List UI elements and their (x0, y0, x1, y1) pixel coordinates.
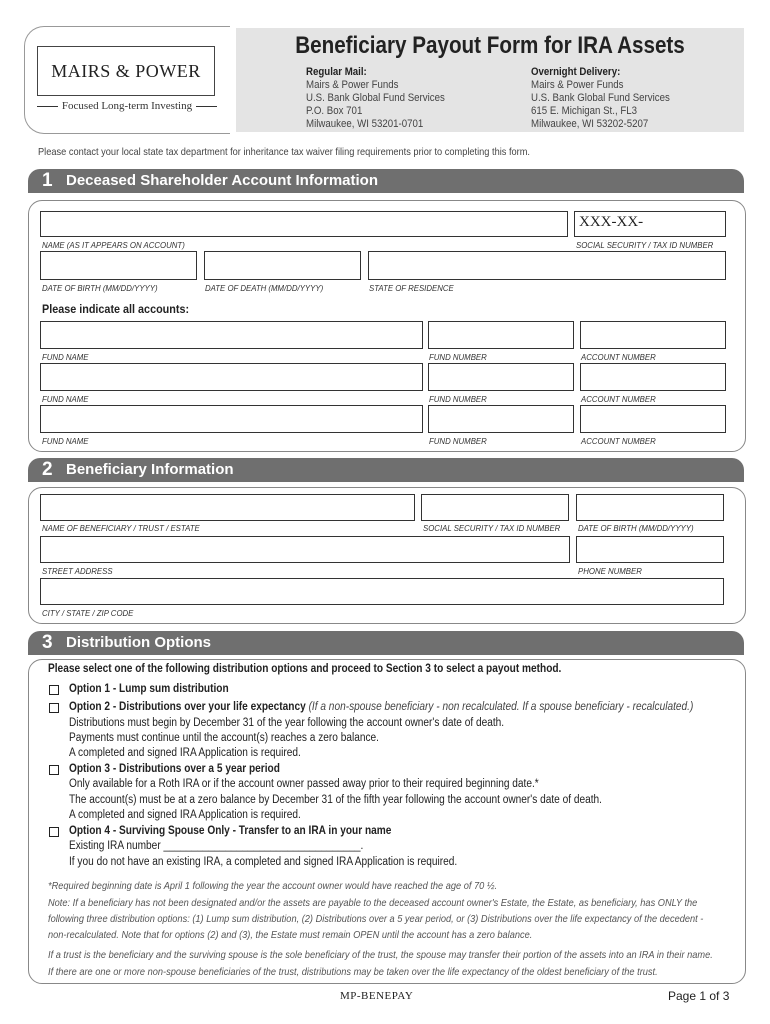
address-line: U.S. Bank Global Fund Services (306, 92, 445, 104)
phone-number-field[interactable] (576, 536, 724, 563)
field-label: CITY / STATE / ZIP CODE (42, 608, 134, 618)
fund-name-field[interactable] (40, 321, 423, 349)
option-3-detail: Only available for a Roth IRA or if the account owner passed away prior to their required beginning date.* (69, 778, 539, 790)
trust-note: If there are one or more non-spouse beneficiaries of the trust, distributions may be taken over the life expectancy of the oldest beneficiary of the trust. (48, 966, 658, 978)
estate-note: Note: If a beneficiary has not been designated and/or the assets are payable to the deceased account owner's Estate, the Estate, as beneficiary, has ONLY the (48, 897, 698, 909)
option-3-detail: The account(s) must be at a zero balance by December 31 of the fifth year following the account owner's date of death. (69, 794, 602, 806)
field-label: NAME OF BENEFICIARY / TRUST / ESTATE (42, 523, 200, 533)
fund-number-field[interactable] (428, 363, 574, 391)
fund-number-field[interactable] (428, 321, 574, 349)
option-2-note: (If a non-spouse beneficiary - non recalculated. If a spouse beneficiary - recalculated.) (308, 701, 694, 713)
state-of-residence-field[interactable] (368, 251, 726, 280)
existing-ira-number-field[interactable]: Existing IRA number ___________________________________. (69, 840, 364, 852)
field-label: FUND NAME (42, 436, 89, 446)
field-label: PHONE NUMBER (578, 566, 642, 576)
field-label: STATE OF RESIDENCE (369, 283, 454, 293)
field-label: ACCOUNT NUMBER (581, 394, 656, 404)
field-label: FUND NAME (42, 394, 89, 404)
fund-number-field[interactable] (428, 405, 574, 433)
deceased-ssn-field[interactable] (574, 211, 726, 237)
field-label: SOCIAL SECURITY / TAX ID NUMBER (576, 240, 714, 250)
field-label: FUND NUMBER (429, 436, 487, 446)
overnight-heading: Overnight Delivery: (531, 66, 621, 78)
accounts-heading: Please indicate all accounts: (42, 302, 190, 316)
option-4-label: Option 4 - Surviving Spouse Only - Transfer to an IRA in your name (69, 825, 392, 837)
section-number: 1 (42, 170, 53, 191)
section-number: 2 (42, 459, 53, 480)
section-title: Deceased Shareholder Account Information (66, 172, 379, 189)
option-2-title: Option 2 - Distributions over your life expectancy (69, 701, 306, 713)
field-label: FUND NUMBER (429, 394, 487, 404)
address-line: Milwaukee, WI 53201-0701 (306, 118, 424, 130)
address-line: U.S. Bank Global Fund Services (531, 92, 670, 104)
field-label: NAME (AS IT APPEARS ON ACCOUNT) (42, 240, 185, 250)
field-label: FUND NUMBER (429, 352, 487, 362)
field-label: ACCOUNT NUMBER (581, 352, 656, 362)
fund-name-field[interactable] (40, 363, 423, 391)
regular-mail-address (306, 66, 445, 131)
field-label: DATE OF BIRTH (MM/DD/YYYY) (42, 283, 158, 293)
estate-note: following three distribution options: (1) Lump sum distribution, (2) Distributions over a 5 year period, or (3) Distributions over the life expectancy of the decedent - (48, 913, 704, 925)
option-2-detail: Distributions must begin by December 31 of the year following the account owner's date of death. (69, 717, 505, 729)
option-2-detail: Payments must continue until the account(s) reaches a zero balance. (69, 732, 379, 744)
option-3-detail: A completed and signed IRA Application is required. (69, 809, 301, 821)
beneficiary-name-field[interactable] (40, 494, 415, 521)
estate-note: non-recalculated. Note that for options (2) and (3), the Estate must remain OPEN until the account has a zero balance. (48, 929, 533, 941)
address-line: Mairs & Power Funds (306, 79, 399, 91)
fund-name-field[interactable] (40, 405, 423, 433)
option-1-label: Option 1 - Lump sum distribution (69, 683, 229, 695)
beneficiary-dob-field[interactable] (576, 494, 724, 521)
page-title: Beneficiary Payout Form for IRA Assets (295, 32, 685, 59)
city-state-zip-field[interactable] (40, 578, 724, 605)
field-label: DATE OF BIRTH (MM/DD/YYYY) (578, 523, 694, 533)
beneficiary-ssn-field[interactable] (421, 494, 569, 521)
ssn-prefix: XXX-XX- (579, 214, 644, 230)
section-2-header (28, 458, 744, 482)
date-of-birth-field[interactable] (40, 251, 197, 280)
address-line: 615 E. Michigan St., FL3 (531, 105, 637, 117)
regular-mail-heading: Regular Mail: (306, 66, 367, 78)
trust-note: If a trust is the beneficiary and the surviving spouse is the sole beneficiary of the trust, the spouse may transfer their portion of the assets into an IRA in their name. (48, 949, 713, 961)
option-3-label: Option 3 - Distributions over a 5 year period (69, 763, 280, 775)
account-number-field[interactable] (580, 321, 726, 349)
address-line: Milwaukee, WI 53202-5207 (531, 118, 649, 130)
field-label: SOCIAL SECURITY / TAX ID NUMBER (423, 523, 561, 533)
form-code: MP-BENEPAY (340, 990, 414, 1002)
logo-text: MAIRS & POWER (51, 60, 201, 81)
section-1-header (28, 169, 744, 193)
field-label: FUND NAME (42, 352, 89, 362)
address-line: P.O. Box 701 (306, 105, 363, 117)
section-3-header (28, 631, 744, 655)
account-number-field[interactable] (580, 405, 726, 433)
page-number: Page 1 of 3 (668, 989, 730, 1003)
option-4-detail: If you do not have an existing IRA, a completed and signed IRA Application is required. (69, 856, 458, 868)
logo (37, 46, 215, 96)
account-number-field[interactable] (580, 363, 726, 391)
tagline-text: Focused Long-term Investing (61, 100, 193, 112)
field-label: DATE OF DEATH (MM/DD/YYYY) (205, 283, 324, 293)
address-line: Mairs & Power Funds (531, 79, 624, 91)
tax-notice: Please contact your local state tax department for inheritance tax waiver filing requirements prior to completing this form. (38, 146, 531, 158)
option-2-detail: A completed and signed IRA Application is required. (69, 747, 301, 759)
field-label: ACCOUNT NUMBER (581, 436, 656, 446)
street-address-field[interactable] (40, 536, 570, 563)
section-title: Distribution Options (66, 634, 211, 651)
date-of-death-field[interactable] (204, 251, 361, 280)
tagline (37, 100, 217, 112)
field-label: STREET ADDRESS (42, 566, 113, 576)
footnote: *Required beginning date is April 1 following the year the account owner would have reached the age of 70 ½. (48, 880, 498, 892)
section-3-intro: Please select one of the following distribution options and proceed to Section 3 to select a payout method. (48, 663, 562, 675)
overnight-address (531, 66, 670, 131)
deceased-name-field[interactable] (40, 211, 568, 237)
section-number: 3 (42, 632, 53, 653)
section-title: Beneficiary Information (66, 461, 234, 478)
